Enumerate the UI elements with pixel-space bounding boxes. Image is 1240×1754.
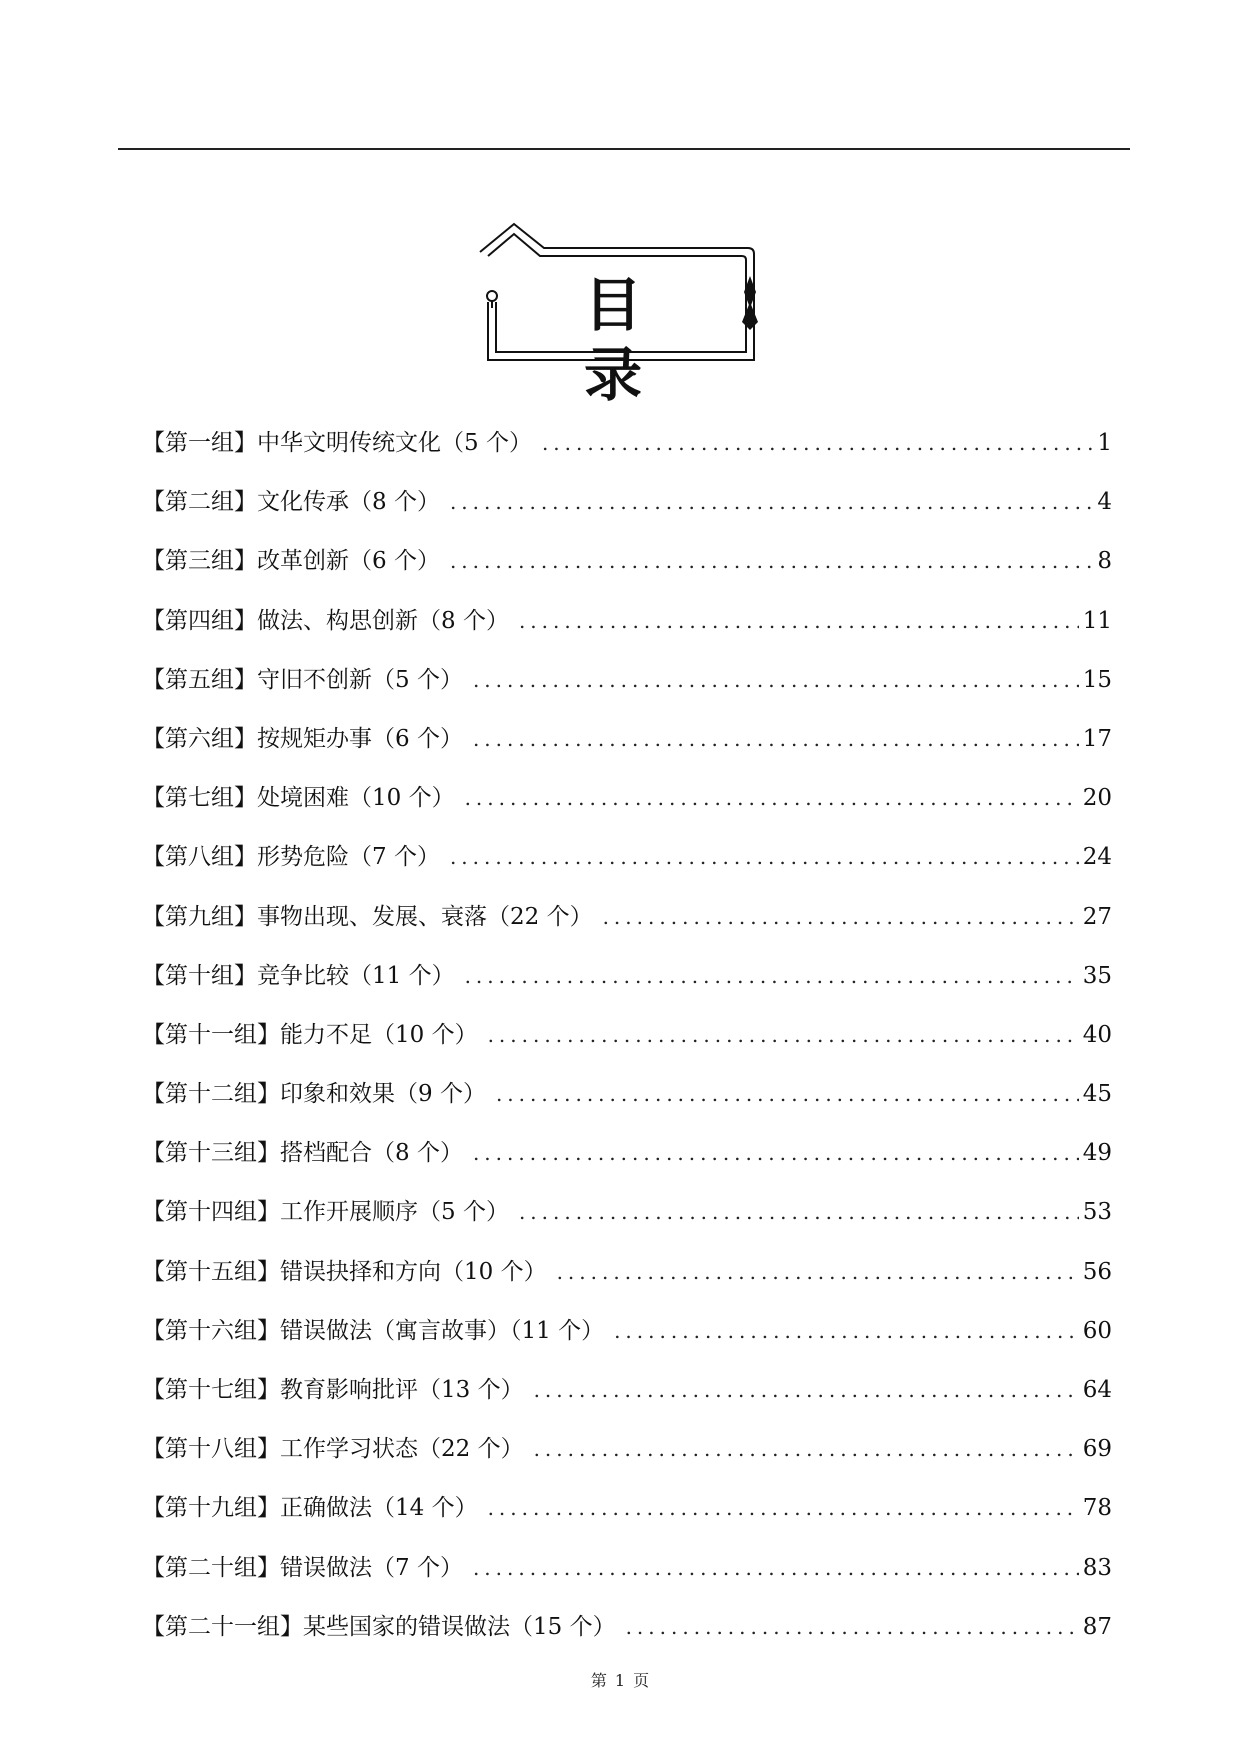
toc-entry-page: 64	[1082, 1377, 1112, 1403]
toc-entry-label: 【第十七组】教育影响批评（13 个）	[142, 1377, 524, 1403]
toc-entry-page: 27	[1082, 903, 1112, 930]
toc-entry[interactable]	[142, 473, 1112, 532]
toc-entry-page: 56	[1082, 1258, 1112, 1285]
toc-entry-label: 【第九组】事物出现、发展、衰落（22 个）	[142, 903, 593, 930]
toc-entry[interactable]	[142, 1006, 1112, 1065]
toc-entry-page: 8	[1097, 548, 1112, 575]
toc-entry-page: 45	[1082, 1081, 1112, 1108]
toc-title: 目 录	[583, 271, 682, 409]
toc-entry[interactable]	[142, 1361, 1112, 1420]
toc-entry-page: 83	[1082, 1554, 1112, 1581]
toc-entry-label: 【第十九组】正确做法（14 个）	[142, 1495, 478, 1522]
toc-entry[interactable]	[142, 828, 1112, 887]
toc-entry-page: 78	[1082, 1495, 1112, 1522]
footer-prefix: 第	[590, 1671, 607, 1690]
toc-dot-leader	[557, 1243, 1079, 1302]
toc-dot-leader	[534, 1361, 1079, 1420]
toc-dot-leader	[614, 1302, 1079, 1361]
toc-entry[interactable]	[142, 1598, 1112, 1657]
toc-entry[interactable]	[142, 1183, 1112, 1242]
toc-entry-page: 11	[1082, 607, 1112, 634]
toc-entry-page: 87	[1082, 1613, 1112, 1640]
toc-dot-leader	[473, 1124, 1079, 1183]
toc-entry-page: 53	[1082, 1199, 1112, 1226]
toc-entry[interactable]	[142, 1479, 1112, 1538]
toc-entry[interactable]	[142, 947, 1112, 1006]
toc-entry-label: 【第二十一组】某些国家的错误做法（15 个）	[142, 1613, 616, 1640]
toc-dot-leader	[473, 1539, 1079, 1598]
toc-entry-label: 【第四组】做法、构思创新（8 个）	[142, 607, 509, 634]
toc-entry-label: 【第十三组】搭档配合（8 个）	[142, 1140, 463, 1167]
toc-entry[interactable]	[142, 1539, 1112, 1598]
toc-entry-page: 40	[1082, 1021, 1112, 1048]
toc-entry-label: 【第三组】改革创新（6 个）	[142, 548, 440, 575]
toc-entry[interactable]	[142, 888, 1112, 947]
toc-entry-label: 【第七组】处境困难（10 个）	[142, 785, 455, 812]
toc-entry-page: 35	[1082, 962, 1112, 989]
toc-entry[interactable]	[142, 1243, 1112, 1302]
toc-dot-leader	[450, 473, 1093, 532]
page-footer	[0, 1668, 1240, 1691]
toc-dot-leader	[534, 1420, 1079, 1479]
footer-suffix: 页	[633, 1671, 650, 1690]
toc-dot-leader	[465, 769, 1079, 828]
toc-entry-label: 【第六组】按规矩办事（6 个）	[142, 725, 463, 752]
toc-entry-label: 【第一组】中华文明传统文化（5 个）	[142, 430, 532, 456]
toc-entry[interactable]	[142, 1302, 1112, 1361]
toc-entry-label: 【第五组】守旧不创新（5 个）	[142, 666, 463, 693]
toc-entry[interactable]	[142, 1420, 1112, 1479]
toc-entry[interactable]	[142, 1124, 1112, 1183]
toc-dot-leader	[473, 710, 1079, 769]
toc-entry[interactable]	[142, 592, 1112, 651]
toc-dot-leader	[450, 532, 1093, 591]
toc-entry-label: 【第十四组】工作开展顺序（5 个）	[142, 1199, 509, 1226]
table-of-contents	[142, 414, 1112, 1657]
toc-entry-page: 1	[1097, 430, 1112, 456]
toc-entry-page: 4	[1097, 489, 1112, 516]
toc-entry-label: 【第八组】形势危险（7 个）	[142, 844, 440, 871]
toc-dot-leader	[519, 592, 1079, 651]
toc-dot-leader	[488, 1006, 1079, 1065]
toc-entry[interactable]	[142, 769, 1112, 828]
toc-dot-leader	[542, 414, 1093, 473]
toc-entry-label: 【第十组】竞争比较（11 个）	[142, 962, 455, 989]
toc-entry-label: 【第十二组】印象和效果（9 个）	[142, 1081, 486, 1108]
toc-dot-leader	[450, 828, 1079, 887]
toc-entry[interactable]	[142, 1065, 1112, 1124]
toc-entry-page: 17	[1082, 725, 1112, 752]
toc-entry-label: 【第十一组】能力不足（10 个）	[142, 1021, 478, 1048]
toc-entry-label: 【第十五组】错误抉择和方向（10 个）	[142, 1258, 547, 1285]
toc-entry[interactable]	[142, 532, 1112, 591]
toc-dot-leader	[603, 888, 1079, 947]
footer-page-number: 1	[614, 1671, 626, 1690]
toc-entry-page: 15	[1082, 666, 1112, 693]
toc-dot-leader	[626, 1598, 1079, 1657]
toc-entry-label: 【第二十组】错误做法（7 个）	[142, 1554, 463, 1581]
toc-dot-leader	[519, 1183, 1079, 1242]
toc-entry-label: 【第二组】文化传承（8 个）	[142, 489, 440, 516]
toc-entry-page: 20	[1082, 785, 1112, 812]
toc-entry-page: 69	[1082, 1436, 1112, 1463]
header-rule	[118, 148, 1130, 150]
title-frame	[478, 218, 768, 409]
toc-dot-leader	[465, 947, 1079, 1006]
toc-entry[interactable]	[142, 710, 1112, 769]
toc-entry[interactable]	[142, 651, 1112, 710]
toc-entry-label: 【第十八组】工作学习状态（22 个）	[142, 1436, 524, 1463]
toc-entry-page: 24	[1082, 844, 1112, 871]
toc-entry-page: 60	[1082, 1317, 1112, 1344]
toc-dot-leader	[496, 1065, 1079, 1124]
toc-dot-leader	[488, 1479, 1079, 1538]
toc-entry-label: 【第十六组】错误做法（寓言故事）（11 个）	[142, 1317, 605, 1344]
toc-entry-page: 49	[1082, 1140, 1112, 1167]
toc-dot-leader	[473, 651, 1079, 710]
toc-entry[interactable]	[142, 414, 1112, 473]
